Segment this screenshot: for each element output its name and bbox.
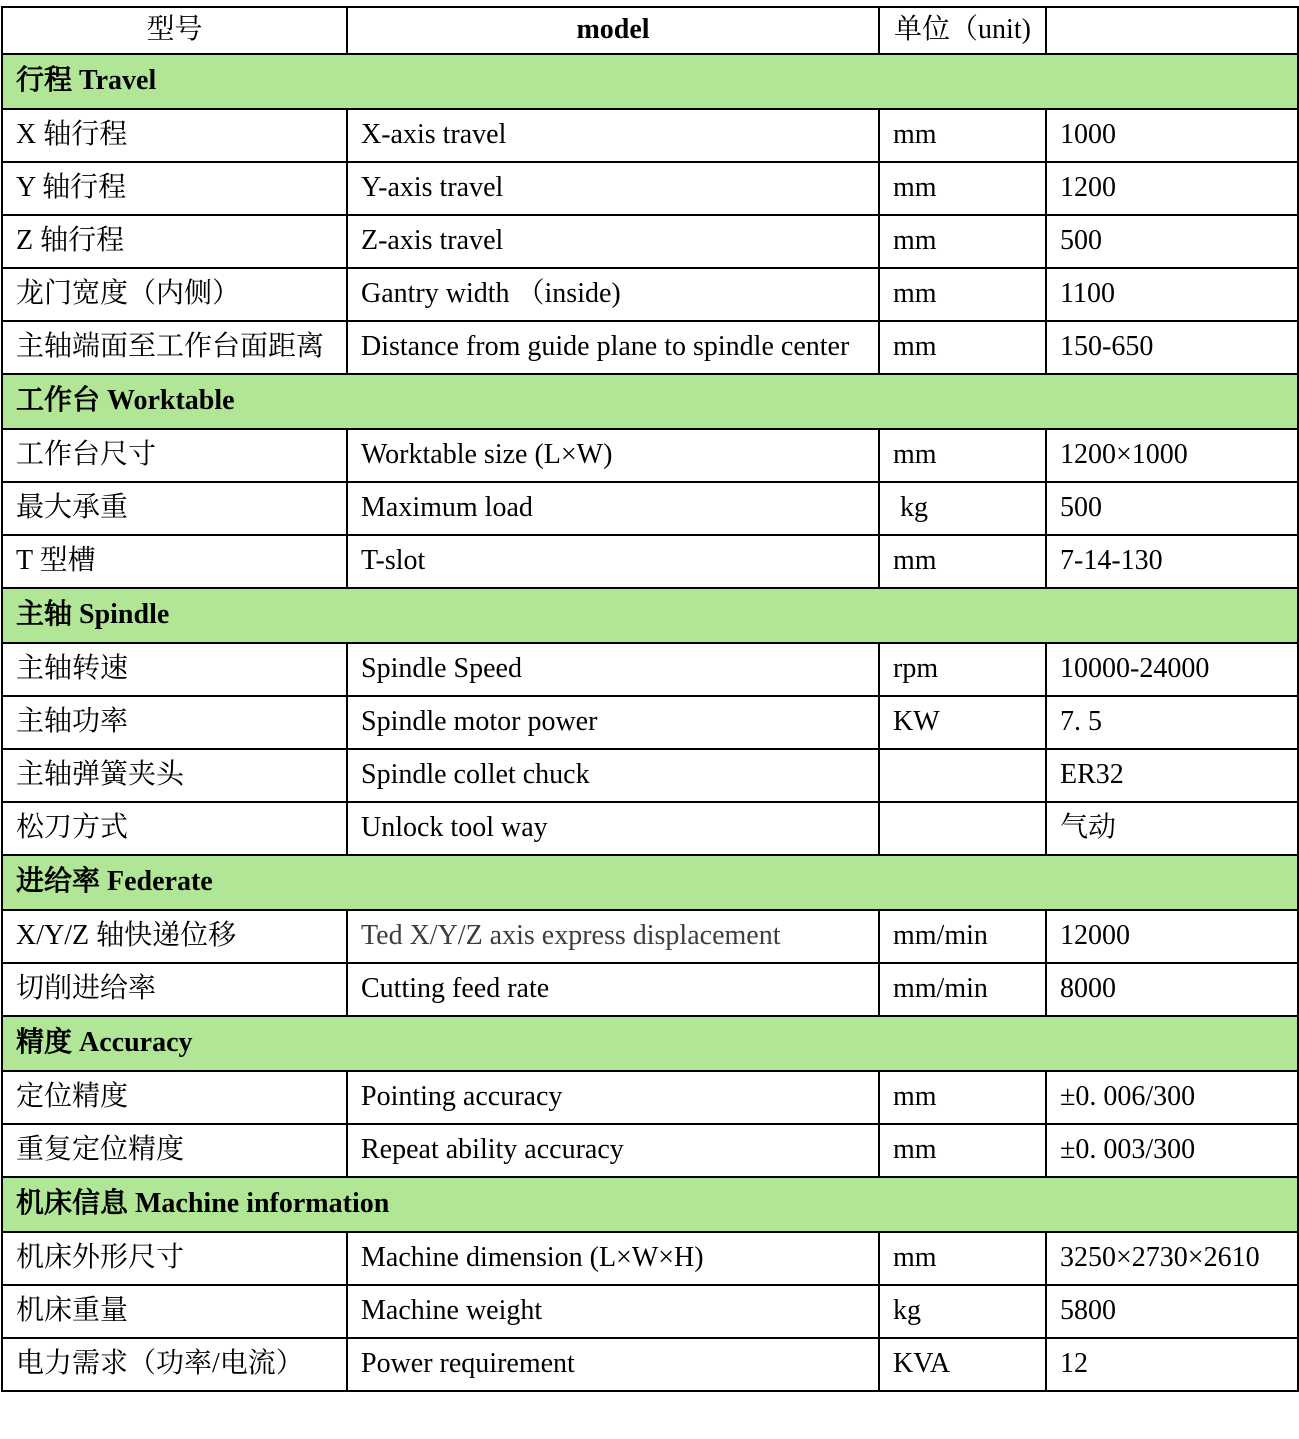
spec-row bbox=[2, 482, 1298, 535]
section-row bbox=[2, 54, 1298, 109]
spec-row bbox=[2, 268, 1298, 321]
value-cell: 1200 bbox=[1046, 162, 1298, 215]
row-label-cn: 工作台尺寸 bbox=[2, 429, 347, 482]
value-cell: 500 bbox=[1046, 482, 1298, 535]
spec-row bbox=[2, 1285, 1298, 1338]
row-label-cn: Y 轴行程 bbox=[2, 162, 347, 215]
value-cell: 150-650 bbox=[1046, 321, 1298, 374]
spec-row bbox=[2, 535, 1298, 588]
spec-row bbox=[2, 1232, 1298, 1285]
spec-row bbox=[2, 696, 1298, 749]
row-label-cn: 主轴转速 bbox=[2, 643, 347, 696]
unit-cell: mm bbox=[879, 1124, 1046, 1177]
section-row bbox=[2, 1016, 1298, 1071]
spec-row bbox=[2, 802, 1298, 855]
spec-row bbox=[2, 162, 1298, 215]
row-label-en: Z-axis travel bbox=[347, 215, 879, 268]
row-label-cn: 主轴端面至工作台面距离 bbox=[2, 321, 347, 374]
section-header-label: 精度 Accuracy bbox=[2, 1016, 1298, 1071]
spec-row bbox=[2, 1338, 1298, 1391]
unit-cell: mm bbox=[879, 1232, 1046, 1285]
section-header-label: 机床信息 Machine information bbox=[2, 1177, 1298, 1232]
spec-row bbox=[2, 643, 1298, 696]
row-label-cn: X/Y/Z 轴快递位移 bbox=[2, 910, 347, 963]
row-label-cn: 切削进给率 bbox=[2, 963, 347, 1016]
unit-cell: mm bbox=[879, 321, 1046, 374]
value-cell: 1200×1000 bbox=[1046, 429, 1298, 482]
row-label-en: Distance from guide plane to spindle center bbox=[347, 321, 879, 374]
value-cell: 1100 bbox=[1046, 268, 1298, 321]
row-label-cn: 电力需求（功率/电流） bbox=[2, 1338, 347, 1391]
row-label-en: Spindle motor power bbox=[347, 696, 879, 749]
row-label-en: Machine dimension (L×W×H) bbox=[347, 1232, 879, 1285]
spec-row bbox=[2, 109, 1298, 162]
value-cell: 1000 bbox=[1046, 109, 1298, 162]
unit-cell: KW bbox=[879, 696, 1046, 749]
unit-cell: mm bbox=[879, 215, 1046, 268]
row-label-en: Repeat ability accuracy bbox=[347, 1124, 879, 1177]
value-cell: 3250×2730×2610 bbox=[1046, 1232, 1298, 1285]
value-cell: ER32 bbox=[1046, 749, 1298, 802]
spec-row bbox=[2, 215, 1298, 268]
value-cell: 5800 bbox=[1046, 1285, 1298, 1338]
header-cell-value bbox=[1046, 7, 1298, 54]
value-cell: 7. 5 bbox=[1046, 696, 1298, 749]
header-cell-unit: 单位（unit) bbox=[879, 7, 1046, 54]
row-label-cn: T 型槽 bbox=[2, 535, 347, 588]
header-cell-model-cn: 型号 bbox=[2, 7, 347, 54]
unit-cell: KVA bbox=[879, 1338, 1046, 1391]
spec-row bbox=[2, 1071, 1298, 1124]
section-row bbox=[2, 1177, 1298, 1232]
value-cell: 10000-24000 bbox=[1046, 643, 1298, 696]
row-label-en: Worktable size (L×W) bbox=[347, 429, 879, 482]
unit-cell: kg bbox=[879, 1285, 1046, 1338]
row-label-en: Spindle collet chuck bbox=[347, 749, 879, 802]
section-row bbox=[2, 855, 1298, 910]
value-cell: 12 bbox=[1046, 1338, 1298, 1391]
value-cell: ±0. 003/300 bbox=[1046, 1124, 1298, 1177]
row-label-cn: 主轴功率 bbox=[2, 696, 347, 749]
row-label-en: Gantry width （inside) bbox=[347, 268, 879, 321]
section-row bbox=[2, 374, 1298, 429]
table-header-row bbox=[2, 7, 1298, 54]
section-header-label: 行程 Travel bbox=[2, 54, 1298, 109]
unit-cell: mm bbox=[879, 162, 1046, 215]
row-label-cn: 重复定位精度 bbox=[2, 1124, 347, 1177]
row-label-en: Power requirement bbox=[347, 1338, 879, 1391]
row-label-cn: 龙门宽度（内侧） bbox=[2, 268, 347, 321]
row-label-cn: 最大承重 bbox=[2, 482, 347, 535]
header-cell-model-en: model bbox=[347, 7, 879, 54]
row-label-cn: X 轴行程 bbox=[2, 109, 347, 162]
row-label-en: Unlock tool way bbox=[347, 802, 879, 855]
spec-row bbox=[2, 321, 1298, 374]
spec-row bbox=[2, 1124, 1298, 1177]
row-label-cn: 机床外形尺寸 bbox=[2, 1232, 347, 1285]
row-label-en: Spindle Speed bbox=[347, 643, 879, 696]
unit-cell: mm bbox=[879, 535, 1046, 588]
row-label-en: T-slot bbox=[347, 535, 879, 588]
section-header-label: 主轴 Spindle bbox=[2, 588, 1298, 643]
row-label-en: Machine weight bbox=[347, 1285, 879, 1338]
spec-row bbox=[2, 749, 1298, 802]
row-label-cn: 松刀方式 bbox=[2, 802, 347, 855]
value-cell: 12000 bbox=[1046, 910, 1298, 963]
row-label-cn: Z 轴行程 bbox=[2, 215, 347, 268]
unit-cell: mm bbox=[879, 268, 1046, 321]
unit-cell: mm bbox=[879, 1071, 1046, 1124]
spec-row bbox=[2, 963, 1298, 1016]
value-cell: 气动 bbox=[1046, 802, 1298, 855]
row-label-cn: 机床重量 bbox=[2, 1285, 347, 1338]
unit-cell: mm/min bbox=[879, 963, 1046, 1016]
row-label-cn: 定位精度 bbox=[2, 1071, 347, 1124]
unit-cell bbox=[879, 749, 1046, 802]
unit-cell: kg bbox=[879, 482, 1046, 535]
unit-cell: rpm bbox=[879, 643, 1046, 696]
unit-cell: mm/min bbox=[879, 910, 1046, 963]
section-header-label: 工作台 Worktable bbox=[2, 374, 1298, 429]
section-row bbox=[2, 588, 1298, 643]
unit-cell bbox=[879, 802, 1046, 855]
row-label-en: X-axis travel bbox=[347, 109, 879, 162]
row-label-en: Maximum load bbox=[347, 482, 879, 535]
row-label-en: Y-axis travel bbox=[347, 162, 879, 215]
row-label-en: Ted X/Y/Z axis express displacement bbox=[347, 910, 879, 963]
row-label-cn: 主轴弹簧夹头 bbox=[2, 749, 347, 802]
row-label-en: Cutting feed rate bbox=[347, 963, 879, 1016]
value-cell: 8000 bbox=[1046, 963, 1298, 1016]
value-cell: ±0. 006/300 bbox=[1046, 1071, 1298, 1124]
row-label-en: Pointing accuracy bbox=[347, 1071, 879, 1124]
value-cell: 7-14-130 bbox=[1046, 535, 1298, 588]
unit-cell: mm bbox=[879, 429, 1046, 482]
value-cell: 500 bbox=[1046, 215, 1298, 268]
unit-cell: mm bbox=[879, 109, 1046, 162]
section-header-label: 进给率 Federate bbox=[2, 855, 1298, 910]
machine-spec-table bbox=[1, 6, 1299, 1392]
spec-row bbox=[2, 910, 1298, 963]
spec-row bbox=[2, 429, 1298, 482]
